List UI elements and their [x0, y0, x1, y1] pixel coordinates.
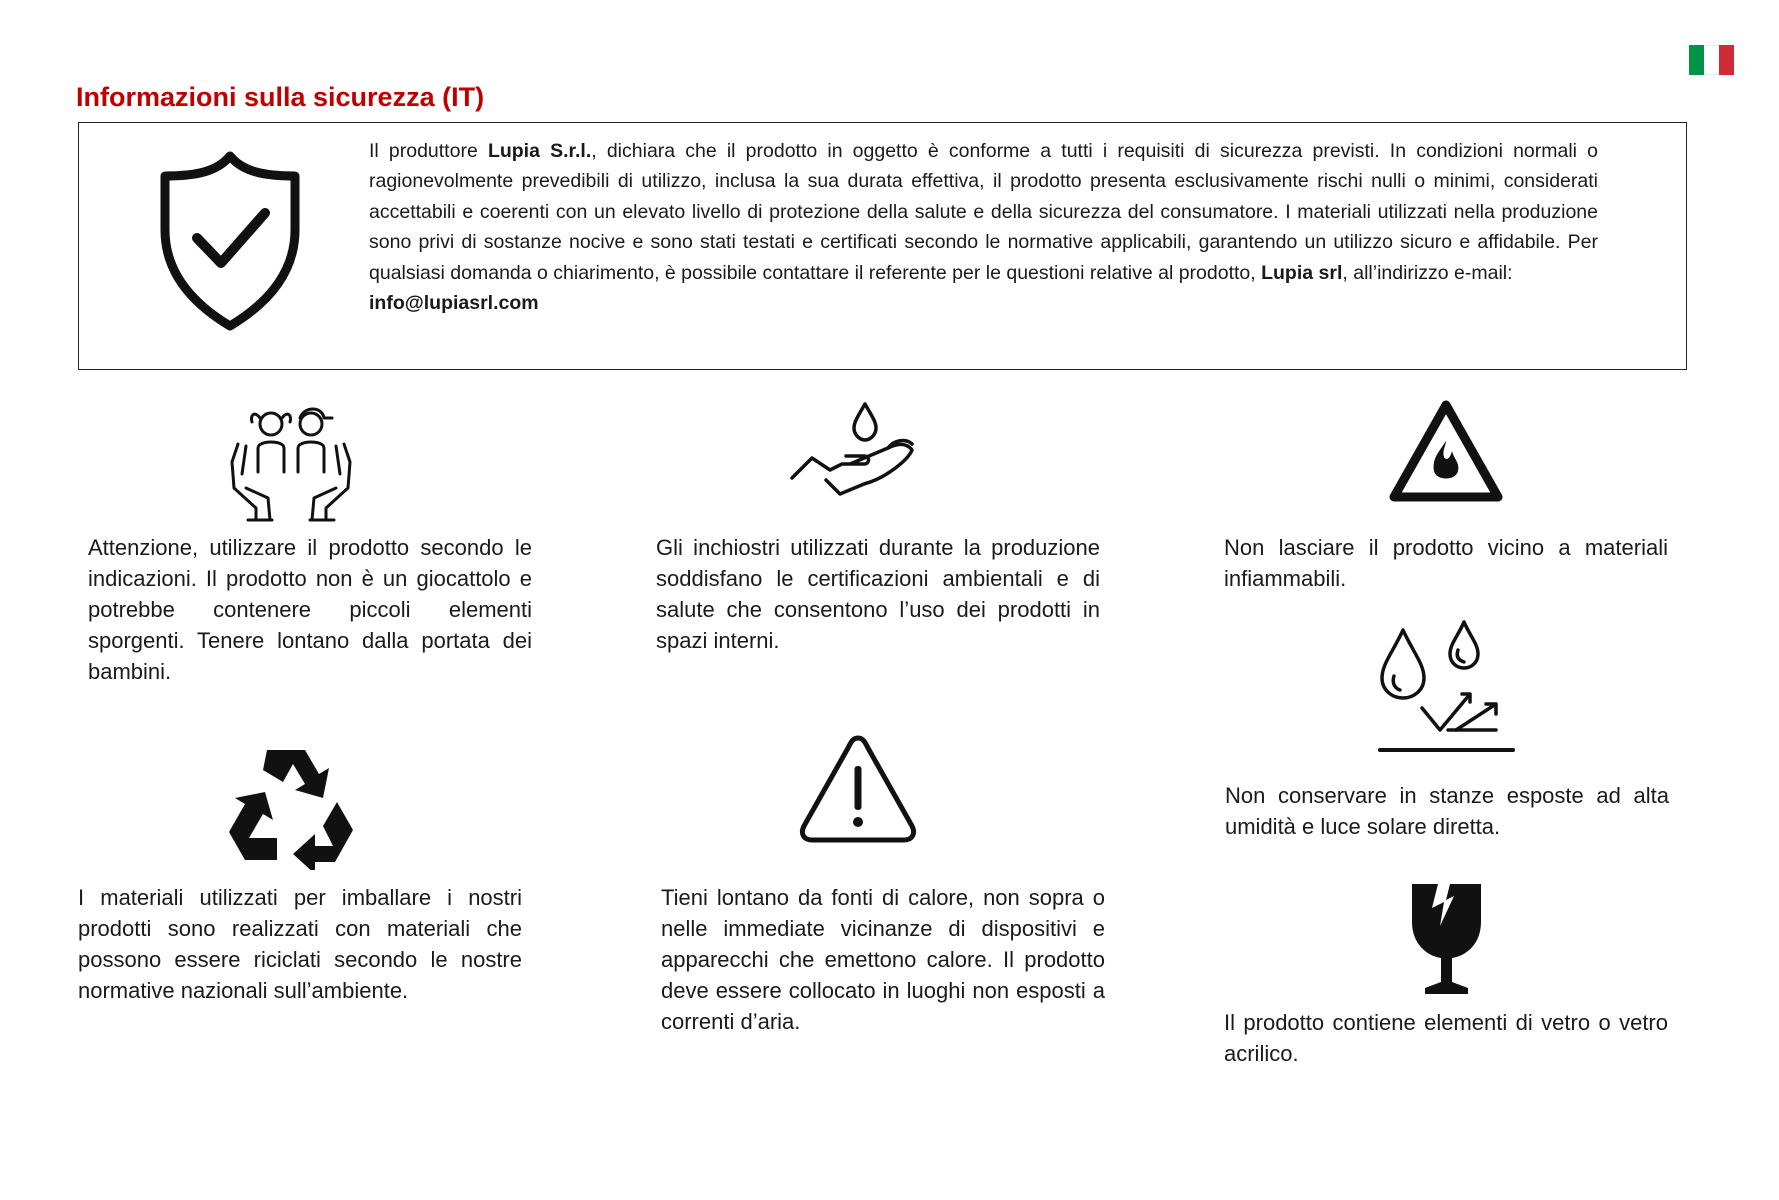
italian-flag-icon — [1689, 45, 1734, 75]
declaration-text-part: , dichiara che il prodotto in oggetto è conforme a tutti i requisiti di sicurezza previsti. In condizioni normali o ragionevolmente prevedibili di utilizzo, inclusa la sua durata effettiva, il prodotto presenta esclusivamente rischi nulli o minimi, considerati accettabili e coerenti con un elevato livello di protezione della salute e della sicurezza del consumatore. I materiali utilizzati nella produzione sono privi di sostanze nocive e sono stati testati e certificati secondo le normative applicabili, garantendo un utilizzo sicuro e affidabile. Per qualsiasi domanda o chiarimento, è possibile contattare il referente per le questioni relative al prodotto, — [369, 140, 1599, 284]
inks-certification-text: Gli inchiostri utilizzati durante la produzione soddisfano le certificazioni ambientali e di salute che consentono l’uso dei prodotti in spazi interni. — [656, 535, 1100, 653]
contact-email-link[interactable]: info@lupiasrl.com — [369, 292, 539, 315]
children-warning-text: Attenzione, utilizzare il prodotto secondo le indicazioni. Il prodotto non è un giocattolo e potrebbe contenere piccoli elementi sporgenti. Tenere lontano dalla portata dei bambini. — [88, 535, 532, 684]
shield-check-icon — [155, 150, 305, 332]
heat-warning-text: Tieni lontano da fonti di calore, non sopra o nelle immediate vicinanze di dispositivi e apparecchi che emettono calore. Il prodotto deve essere collocato in luoghi non esposti a correnti d’aria. — [661, 885, 1105, 1034]
declaration-text-part: Il produttore — [369, 140, 488, 162]
recycle-icon — [227, 746, 355, 870]
recycle-info-text: I materiali utilizzati per imballare i nostri prodotti sono realizzati con materiali che possono essere riciclati secondo le nostre normative nazionali sull’ambiente. — [78, 885, 522, 1003]
company-name: Lupia S.r.l. — [487, 140, 592, 162]
warning-icon — [798, 732, 918, 844]
page-title: Informazioni sulla sicurezza (IT) — [76, 82, 485, 112]
declaration-text — [369, 136, 1598, 318]
declaration-text-part: , all’indirizzo e-mail: — [1342, 261, 1513, 284]
hand-drop-icon — [790, 400, 922, 496]
flammable-warning-text: Non lasciare il prodotto vicino a materiali infiammabili. — [1224, 535, 1668, 591]
children-hands-icon — [226, 402, 356, 522]
humidity-icon — [1378, 620, 1515, 754]
flammable-warning-icon — [1386, 397, 1506, 503]
fragile-glass-icon — [1410, 882, 1483, 995]
glass-content-text: Il prodotto contiene elementi di vetro o vetro acrilico. — [1224, 1010, 1668, 1066]
humidity-warning-text: Non conservare in stanze esposte ad alta umidità e luce solare diretta. — [1225, 783, 1669, 839]
company-name: Lupia srl — [1261, 261, 1343, 284]
